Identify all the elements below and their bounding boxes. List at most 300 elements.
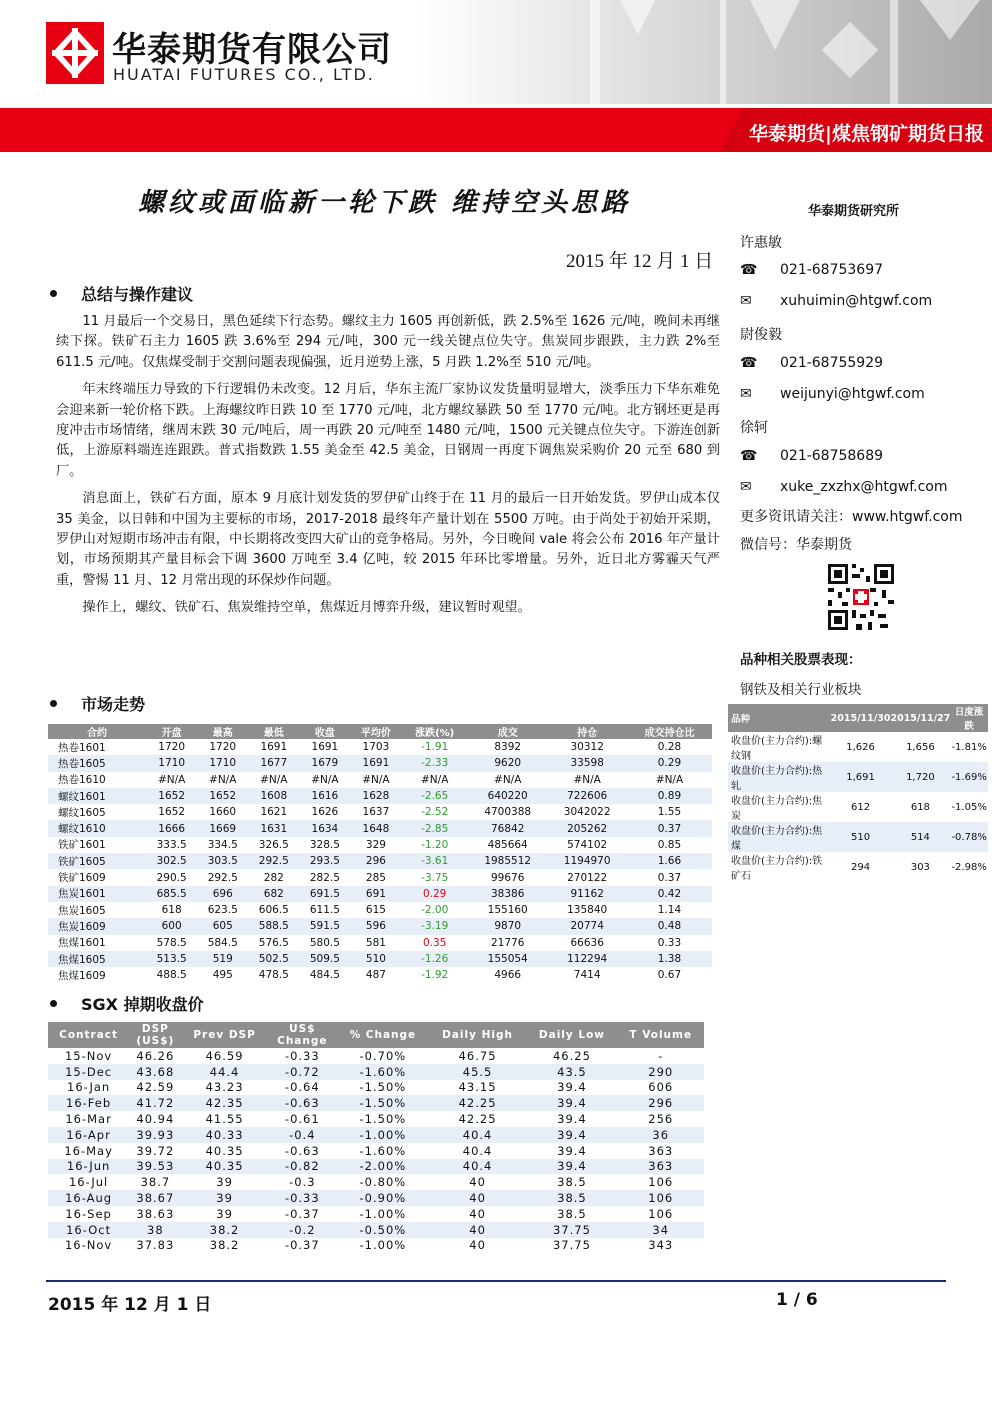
table-cell: 343 — [648, 1238, 674, 1253]
table-row — [48, 1159, 704, 1175]
table-cell: 328.5 — [309, 838, 340, 851]
table-cell: 39 — [216, 1206, 233, 1221]
table-cell: 42.59 — [136, 1080, 175, 1095]
table-cell: #N/A — [655, 773, 684, 786]
table-cell: 热卷1605 — [48, 755, 146, 771]
table-cell: 0.29 — [627, 755, 712, 771]
table-cell: 1691 — [311, 741, 339, 754]
table-cell: 0.37 — [627, 820, 712, 836]
table-cell: 106 — [648, 1175, 674, 1190]
table-cell: -1.50% — [337, 1095, 429, 1111]
table-cell: 106 — [648, 1206, 674, 1221]
header-decoration — [560, 0, 992, 104]
table-cell: 46.59 — [205, 1048, 244, 1063]
table-cell: 螺纹1610 — [48, 820, 146, 836]
column-header: 最高 — [197, 724, 248, 739]
table-cell: 612 — [851, 801, 871, 813]
summary-paragraph: 年末终端压力导致的下行逻辑仍未改变。12 月后，华东主流厂家协议发货量明显增大，淡季压力下华东难免会迎来新一轮价格下跌。上海螺纹昨日跌 10 至 1770 元/吨，北方螺纹暴跌 50 至 1770 元/吨。北方钢坯更是再度冲击市场情绪，继周末跌 30 元/吨后，周一再跌 20 元/吨至 1480 元/吨，1500 元关键点位失守。下游连创新低，上游原料端连连跟跌。普式指数跌 1.55 美金至 42.5 美金，日钢周一再度下调焦炭采购价 20 元至 680 到厂。 — [56, 382, 720, 479]
table-cell: -0.61 — [284, 1112, 320, 1127]
table-cell: 1669 — [197, 820, 248, 836]
table-cell: -1.50% — [359, 1112, 407, 1127]
table-cell: 0.28 — [657, 741, 682, 754]
table-cell: -1.69% — [950, 762, 988, 792]
table-cell: 334.5 — [207, 838, 238, 851]
column-header: Daily Low — [526, 1022, 617, 1048]
table-cell: 38.63 — [136, 1206, 175, 1221]
table-cell: -1.00% — [359, 1238, 407, 1253]
table-cell: 38.5 — [526, 1190, 617, 1206]
table-cell: 66636 — [570, 936, 604, 949]
table-cell: 484.5 — [309, 969, 340, 982]
table-cell: 363 — [618, 1159, 705, 1175]
table-cell: 685.5 — [146, 886, 197, 902]
table-cell: 1710 — [197, 755, 248, 771]
table-cell: 37.83 — [136, 1238, 175, 1253]
table-cell: 热卷1601 — [58, 741, 106, 754]
table-cell: 513.5 — [146, 951, 197, 967]
table-cell: 42.25 — [458, 1112, 497, 1127]
table-cell: 1652 — [197, 788, 248, 804]
table-cell: 收盘价(主力合约):焦煤 — [728, 822, 831, 852]
table-cell: 热卷1610 — [58, 774, 106, 787]
table-cell: 16-Aug — [48, 1190, 129, 1206]
analyst-email[interactable]: ✉ xuhuimin@htgwf.com — [740, 293, 933, 309]
table-cell: 41.72 — [129, 1095, 181, 1111]
table-row — [48, 772, 712, 788]
table-cell: 39.4 — [526, 1127, 617, 1143]
table-row — [48, 837, 712, 853]
table-row — [48, 1143, 704, 1159]
table-cell: 38.67 — [129, 1190, 181, 1206]
summary-paragraph: 11 月最后一个交易日，黑色延续下行态势。螺纹主力 1605 再创新低，跌 2.5%至 1626 元/吨，晚间未再继续下探。铁矿石主力 1605 跌 3.6%至 294 元/吨，300 元一线关键点位失守。焦炭同步跟跌，主力跌 2%至 611.5 元/吨。仅焦煤受制于交割问题表现偏强，近月逆势上涨，5 月跌 1.2%至 510 元/吨。 — [56, 314, 720, 370]
table-cell: -0.50% — [337, 1222, 429, 1238]
table-cell: 焦煤1609 — [58, 969, 106, 982]
stocks-subheading: 钢铁及相关行业板块 — [740, 682, 862, 698]
table-cell: -1.60% — [359, 1143, 407, 1158]
table-cell: 16-Oct — [48, 1222, 129, 1238]
table-cell: 41.55 — [205, 1112, 244, 1127]
table-cell: 256 — [648, 1112, 674, 1127]
table-cell: 623.5 — [207, 904, 238, 917]
table-cell: 329 — [365, 838, 386, 851]
table-cell: 282 — [263, 871, 284, 884]
table-cell: 43.68 — [129, 1064, 181, 1080]
phone-icon: ☎ — [740, 355, 758, 371]
column-header: 2015/11/30 — [831, 704, 891, 732]
page-number: 1 / 6 — [776, 1290, 818, 1310]
table-row — [48, 1095, 704, 1111]
table-cell: -0.64 — [284, 1080, 320, 1095]
table-cell: 578.5 — [156, 936, 187, 949]
table-row — [48, 918, 712, 934]
table-cell: 40.94 — [136, 1112, 175, 1127]
analyst-name: 尉俊毅 — [740, 327, 782, 343]
table-cell: 收盘价(主力合约):铁矿石 — [731, 856, 823, 882]
table-cell: -0.72 — [268, 1064, 337, 1080]
table-cell: 0.29 — [401, 886, 468, 902]
table-cell: 640220 — [468, 788, 547, 804]
table-cell: 38.2 — [182, 1222, 268, 1238]
table-cell: -2.00 — [421, 904, 449, 917]
table-cell: #N/A — [311, 773, 339, 786]
table-cell: 39.72 — [136, 1143, 175, 1158]
table-cell: 37.75 — [526, 1222, 617, 1238]
table-cell: 576.5 — [258, 936, 289, 949]
table-cell: -0.80% — [359, 1175, 407, 1190]
report-date: 2015 年 12 月 1 日 — [566, 251, 714, 272]
more-info-link[interactable]: 更多资讯请关注：www.htgwf.com — [740, 509, 963, 525]
company-name-en: HUATAI FUTURES CO., LTD. — [113, 65, 375, 84]
table-cell: 618 — [910, 801, 930, 813]
table-cell: 1634 — [299, 820, 350, 836]
table-cell: -1.81% — [951, 741, 987, 753]
table-cell: 600 — [146, 918, 197, 934]
table-cell: 1666 — [146, 820, 197, 836]
table-cell: 205262 — [547, 820, 626, 836]
table-cell: 40 — [429, 1222, 527, 1238]
table-cell: 106 — [618, 1190, 705, 1206]
summary-paragraph: 操作上，螺纹、铁矿石、焦炭维持空单，焦煤近月博弈升级，建议暂时观望。 — [82, 600, 531, 616]
table-cell: 302.5 — [146, 853, 197, 869]
table-cell: 铁矿1605 — [48, 853, 146, 869]
table-cell: 514 — [890, 822, 950, 852]
table-cell: 21776 — [491, 936, 525, 949]
table-cell: -0.33 — [284, 1048, 320, 1063]
table-cell: 574102 — [567, 838, 608, 851]
table-cell: 1637 — [362, 806, 390, 819]
bullet-icon — [50, 1000, 57, 1007]
table-cell: 293.5 — [299, 853, 350, 869]
table-cell: -1.00% — [359, 1206, 407, 1221]
section-summary-heading: 总结与操作建议 — [50, 282, 193, 305]
table-cell: 618 — [161, 904, 182, 917]
table-cell: 605 — [197, 918, 248, 934]
column-header: 涨跌(%) — [401, 724, 468, 739]
table-cell: 38 — [129, 1222, 181, 1238]
table-cell: 1703 — [362, 741, 390, 754]
table-cell: #N/A — [421, 773, 449, 786]
analyst-name: 徐轲 — [740, 420, 768, 436]
table-cell: -3.75 — [421, 871, 449, 884]
column-header: Contract — [48, 1022, 129, 1048]
table-row — [48, 951, 712, 967]
report-title: 螺纹或面临新一轮下跌 维持空头思路 — [138, 188, 632, 218]
table-cell: 487 — [365, 969, 386, 982]
table-cell: 39 — [216, 1175, 233, 1190]
table-cell: 485664 — [487, 838, 528, 851]
table-cell: 1628 — [350, 788, 401, 804]
table-cell: 615 — [365, 904, 386, 917]
table-cell: 294 — [851, 861, 871, 873]
mail-icon: ✉ — [740, 293, 752, 309]
table-cell: 30312 — [570, 741, 604, 754]
column-header: 日度涨跌 — [950, 704, 988, 732]
table-cell: 34 — [618, 1222, 705, 1238]
table-cell: #N/A — [157, 773, 186, 786]
table-cell: -3.61 — [401, 853, 468, 869]
table-cell: 16-Jun — [48, 1159, 129, 1175]
mail-icon: ✉ — [740, 386, 752, 402]
table-cell: 1648 — [350, 820, 401, 836]
table-cell: 1660 — [209, 806, 237, 819]
column-header: % Change — [337, 1022, 429, 1048]
stocks-table — [728, 704, 988, 882]
table-row — [48, 804, 712, 820]
table-cell: 488.5 — [156, 969, 187, 982]
table-cell: 38.5 — [557, 1175, 587, 1190]
table-row — [48, 1080, 704, 1096]
table-cell: -0.90% — [337, 1190, 429, 1206]
table-cell: 39.4 — [526, 1095, 617, 1111]
table-cell: 510 — [350, 951, 401, 967]
column-header: 成交 — [468, 724, 547, 739]
table-cell: 15-Nov — [64, 1048, 113, 1063]
column-header: 持仓 — [547, 724, 626, 739]
table-cell: 36 — [618, 1127, 705, 1143]
table-cell: -0.63 — [268, 1095, 337, 1111]
table-cell: 290.5 — [156, 871, 187, 884]
table-cell: 1,720 — [890, 762, 950, 792]
table-cell: 46.25 — [552, 1048, 591, 1063]
table-row — [48, 1206, 704, 1222]
table-cell: 39.4 — [557, 1112, 587, 1127]
table-cell: #N/A — [260, 773, 288, 786]
table-cell: 40 — [469, 1238, 486, 1253]
table-cell: 38.7 — [140, 1175, 171, 1190]
column-header: 合约 — [48, 724, 146, 739]
table-cell: 39.4 — [557, 1080, 587, 1095]
table-cell: 510 — [831, 822, 891, 852]
table-cell: 焦炭1601 — [48, 886, 146, 902]
table-cell: 1616 — [299, 788, 350, 804]
column-header: 2015/11/27 — [890, 704, 950, 732]
table-cell: 46.75 — [458, 1048, 497, 1063]
analyst-email[interactable]: ✉ xuke_zxzhx@htgwf.com — [740, 479, 948, 495]
column-header: T Volume — [618, 1022, 705, 1048]
table-cell: -0.3 — [289, 1175, 316, 1190]
table-cell: 1679 — [299, 755, 350, 771]
table-cell: 0.85 — [657, 838, 682, 851]
analyst-email[interactable]: ✉ weijunyi@htgwf.com — [740, 386, 925, 402]
table-cell: 0.48 — [627, 918, 712, 934]
table-row — [48, 869, 712, 885]
table-cell: 303 — [910, 861, 930, 873]
table-cell: 44.4 — [182, 1064, 268, 1080]
table-cell: 16-Jul — [68, 1175, 109, 1190]
column-header: US$ Change — [268, 1022, 337, 1048]
table-cell: 铁矿1609 — [58, 872, 106, 885]
table-cell: 45.5 — [429, 1064, 527, 1080]
table-cell: 40.4 — [429, 1159, 527, 1175]
bullet-icon — [50, 700, 57, 707]
table-cell: 1652 — [146, 788, 197, 804]
table-row — [728, 792, 988, 822]
table-cell: 270122 — [567, 871, 608, 884]
table-cell: 40.35 — [205, 1143, 244, 1158]
table-row — [48, 1238, 704, 1254]
table-row — [48, 1190, 704, 1206]
table-cell: 40.33 — [182, 1127, 268, 1143]
bullet-icon — [50, 290, 57, 297]
analyst-phone: ☎ 021-68758689 — [740, 448, 884, 464]
table-cell: -1.20 — [421, 838, 449, 851]
table-cell: 39 — [182, 1190, 268, 1206]
table-cell: 135840 — [567, 904, 608, 917]
table-cell: 3042022 — [563, 806, 611, 819]
table-cell: 15-Dec — [48, 1064, 129, 1080]
table-cell: -0.82 — [268, 1159, 337, 1175]
table-row — [728, 732, 988, 762]
mail-icon: ✉ — [740, 479, 752, 495]
table-cell: 0.35 — [422, 936, 447, 949]
table-cell: -1.26 — [401, 951, 468, 967]
table-cell: 580.5 — [309, 936, 340, 949]
table-row — [48, 1111, 704, 1127]
table-cell: -0.2 — [268, 1222, 337, 1238]
table-cell: 42.35 — [182, 1095, 268, 1111]
table-cell: 1621 — [260, 806, 288, 819]
column-header: 平均价 — [350, 724, 401, 739]
table-cell: 282.5 — [309, 871, 340, 884]
table-cell: 296 — [350, 853, 401, 869]
table-cell: 46.26 — [136, 1048, 175, 1063]
table-cell: 1194970 — [547, 853, 626, 869]
table-cell: -2.33 — [401, 755, 468, 771]
table-cell: 290 — [618, 1064, 705, 1080]
table-cell: 0.37 — [657, 871, 682, 884]
table-cell: 33598 — [547, 755, 626, 771]
table-row — [728, 852, 988, 882]
table-cell: 38.5 — [557, 1206, 587, 1221]
table-cell: 39.4 — [557, 1143, 587, 1158]
table-cell: 1652 — [158, 806, 186, 819]
table-cell: 1626 — [311, 806, 339, 819]
table-cell: -0.63 — [284, 1143, 320, 1158]
table-cell: 4966 — [494, 969, 522, 982]
table-cell: 1608 — [248, 788, 299, 804]
table-cell: 112294 — [547, 951, 626, 967]
table-cell: 581 — [365, 936, 386, 949]
column-header: 收盘 — [299, 724, 350, 739]
table-cell: -0.70% — [359, 1048, 407, 1063]
table-cell: 7414 — [573, 969, 601, 982]
table-cell: 4700388 — [484, 806, 532, 819]
table-cell: 43.23 — [205, 1080, 244, 1095]
column-header: 最低 — [248, 724, 299, 739]
table-cell: 焦煤1605 — [48, 951, 146, 967]
table-cell: -2.65 — [401, 788, 468, 804]
table-row — [48, 902, 712, 918]
table-cell: 9870 — [468, 918, 547, 934]
table-cell: -2.00% — [337, 1159, 429, 1175]
table-cell: 1,691 — [831, 762, 891, 792]
table-cell: #N/A — [209, 773, 237, 786]
footer-rule — [46, 1280, 946, 1282]
phone-icon: ☎ — [740, 262, 758, 278]
table-cell: 40.4 — [462, 1143, 493, 1158]
table-cell: 91162 — [547, 886, 626, 902]
table-cell: 682 — [248, 886, 299, 902]
table-cell: 0.67 — [657, 969, 682, 982]
column-header: Prev DSP — [182, 1022, 268, 1048]
table-cell: -0.37 — [284, 1206, 320, 1221]
table-cell: 40 — [469, 1175, 486, 1190]
table-cell: -1.05% — [951, 801, 987, 813]
table-cell: 40.35 — [182, 1159, 268, 1175]
table-cell: 584.5 — [207, 936, 238, 949]
table-cell: 螺纹1601 — [48, 788, 146, 804]
table-cell: 155160 — [487, 904, 528, 917]
table-cell: 606.5 — [258, 904, 289, 917]
table-row — [48, 739, 712, 755]
table-cell: 38.2 — [209, 1238, 240, 1253]
table-row — [728, 822, 988, 852]
table-cell: 43.5 — [526, 1064, 617, 1080]
market-table — [48, 724, 712, 983]
table-cell: -0.33 — [268, 1190, 337, 1206]
table-cell: 16-Feb — [48, 1095, 129, 1111]
table-cell: -1.50% — [359, 1080, 407, 1095]
table-cell: 20774 — [547, 918, 626, 934]
table-cell: - — [658, 1048, 664, 1063]
table-cell: 40.4 — [429, 1127, 527, 1143]
table-cell: -1.60% — [337, 1064, 429, 1080]
table-row — [48, 820, 712, 836]
table-cell: 591.5 — [299, 918, 350, 934]
table-cell: 519 — [197, 951, 248, 967]
table-cell: 611.5 — [309, 904, 340, 917]
table-cell: 40 — [429, 1190, 527, 1206]
column-header: Daily High — [429, 1022, 527, 1048]
table-cell: 478.5 — [258, 969, 289, 982]
table-cell: -3.19 — [401, 918, 468, 934]
table-row — [48, 1048, 704, 1064]
table-cell: 收盘价(主力合约):螺纹钢 — [731, 736, 823, 762]
table-row — [48, 755, 712, 771]
table-cell: 9620 — [468, 755, 547, 771]
table-cell: 收盘价(主力合约):焦炭 — [731, 796, 823, 822]
table-cell: 0.89 — [627, 788, 712, 804]
table-cell: 16-Jan — [67, 1080, 111, 1095]
table-row — [48, 1222, 704, 1238]
qr-code-icon — [826, 562, 896, 632]
table-cell: 40 — [469, 1206, 486, 1221]
table-cell: 0.42 — [627, 886, 712, 902]
table-cell: 606 — [648, 1080, 674, 1095]
wechat-id: 微信号：华泰期货 — [740, 537, 852, 553]
analyst-phone: ☎ 021-68755929 — [740, 355, 884, 371]
table-row — [48, 1174, 704, 1190]
table-cell: 495 — [212, 969, 233, 982]
footer-date: 2015 年 12 月 1 日 — [48, 1295, 212, 1315]
company-name-cn: 华泰期货有限公司 — [112, 30, 392, 70]
table-cell: 43.15 — [458, 1080, 497, 1095]
table-cell: 1691 — [350, 755, 401, 771]
table-row — [48, 935, 712, 951]
column-header: 开盘 — [146, 724, 197, 739]
table-cell: 76842 — [468, 820, 547, 836]
table-cell: 691 — [350, 886, 401, 902]
table-cell: 303.5 — [197, 853, 248, 869]
table-cell: 16-Apr — [48, 1127, 129, 1143]
table-cell: -2.98% — [951, 861, 987, 873]
table-cell: 509.5 — [299, 951, 350, 967]
column-header: DSP (US$) — [129, 1022, 181, 1048]
column-header: 成交持仓比 — [627, 724, 712, 739]
table-cell: 焦炭1609 — [48, 918, 146, 934]
table-cell: 296 — [618, 1095, 705, 1111]
table-cell: 铁矿1601 — [58, 839, 106, 852]
